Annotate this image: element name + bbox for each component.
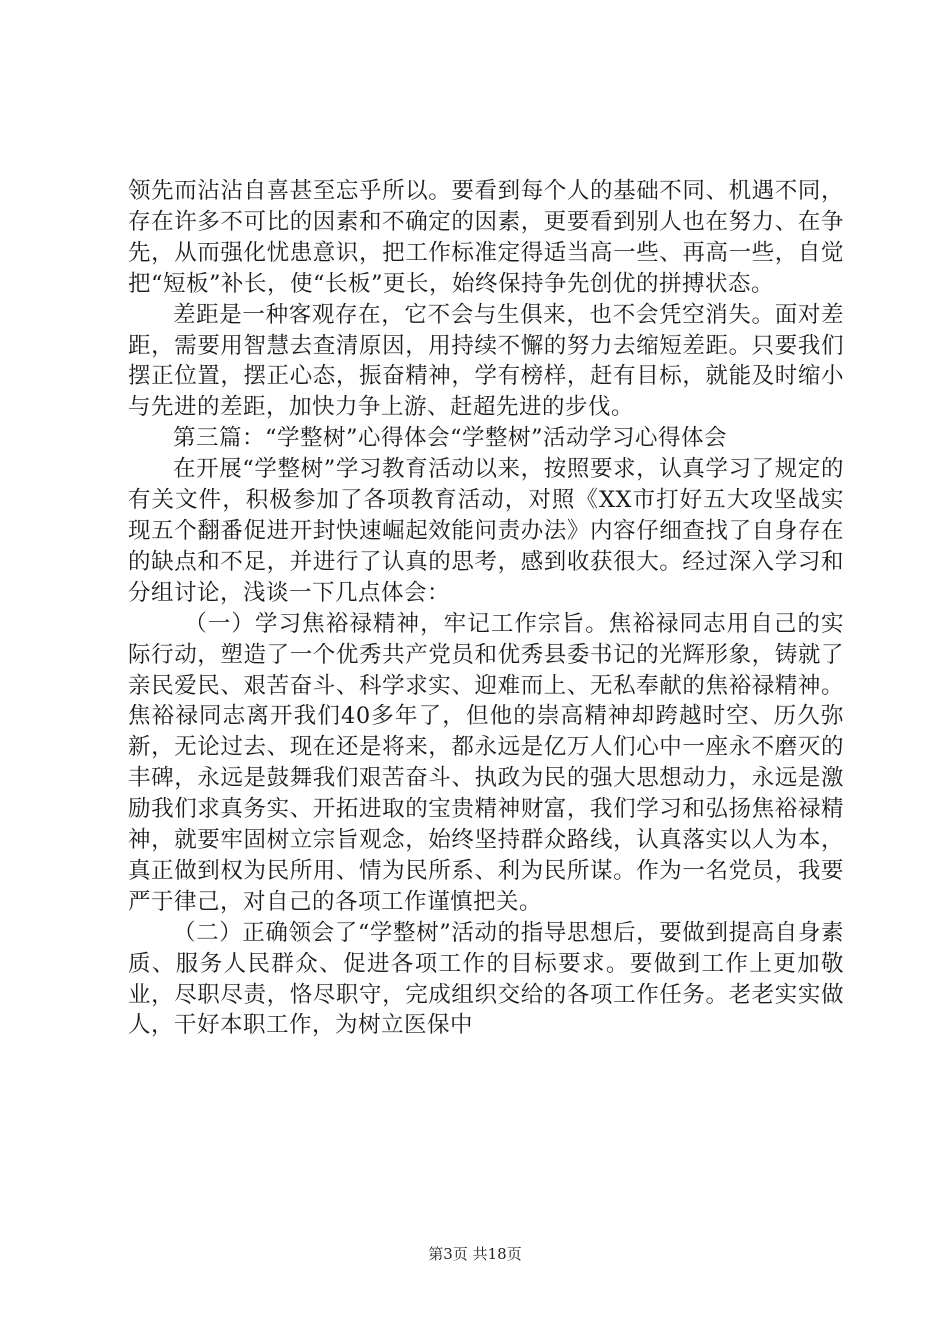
paragraph-point-one: （一）学习焦裕禄精神，牢记工作宗旨。焦裕禄同志用自己的实际行动，塑造了一个优秀共产党员和优秀县委书记的光辉形象，铸就了亲民爱民、艰苦奋斗、科学求实、迎难而上、无私奉献的焦裕禄精神。焦裕禄同志离开我们40多年了，但他的崇高精神却跨越时空、历久弥新，无论过去、现在还是将来，都永远是亿万人们心中一座永不磨灭的丰碑，永远是鼓舞我们艰苦奋斗、执政为民的强大思想动力，永远是激励我们求真务实、开拓进取的宝贵精神财富，我们学习和弘扬焦裕禄精神，就要牢固树立宗旨观念，始终坚持群众路线，认真落实以人为本，真正做到权为民所用、情为民所系、利为民所谋。作为一名党员，我要严于律己，对自己的各项工作谨慎把关。 [128,610,844,915]
paragraph-intro: 在开展“学整树”学习教育活动以来，按照要求，认真学习了规定的有关文件，积极参加了各项教育活动，对照《XX市打好五大攻坚战实现五个翻番促进开封快速崛起效能问责办法》内容仔细查找了自身存在的缺点和不足，并进行了认真的思考，感到收获很大。经过深入学习和分组讨论，浅谈一下几点体会： [128,456,844,606]
paragraph-continuation: 领先而沾沾自喜甚至忘乎所以。要看到每个人的基础不同、机遇不同，存在许多不可比的因素和不确定的因素，更要看到别人也在努力、在争先，从而强化忧患意识，把工作标准定得适当高一些、再高一些，自觉把“短板”补长，使“长板”更长，始终保持争先创优的拼搏状态。 [128,178,844,297]
section-heading: 第三篇：“学整树”心得体会“学整树”活动学习心得体会 [173,425,728,452]
document-body [128,176,844,1041]
page-number-footer: 第3页 共18页 [428,1245,522,1263]
paragraph-gap: 差距是一种客观存在，它不会与生俱来，也不会凭空消失。面对差距，需要用智慧去查清原因，用持续不懈的努力去缩短差距。只要我们摆正位置，摆正心态，振奋精神，学有榜样，赶有目标，就能及时缩小与先进的差距，加快力争上游、赶超先进的步伐。 [128,301,844,421]
paragraph-point-two: （二）正确领会了“学整树”活动的指导思想后，要做到提高自身素质、服务人民群众、促进各项工作的目标要求。要做到工作上更加敬业，尽职尽责，恪尽职守，完成组织交给的各项工作任务。老老实实做人，干好本职工作，为树立医保中 [128,919,844,1039]
